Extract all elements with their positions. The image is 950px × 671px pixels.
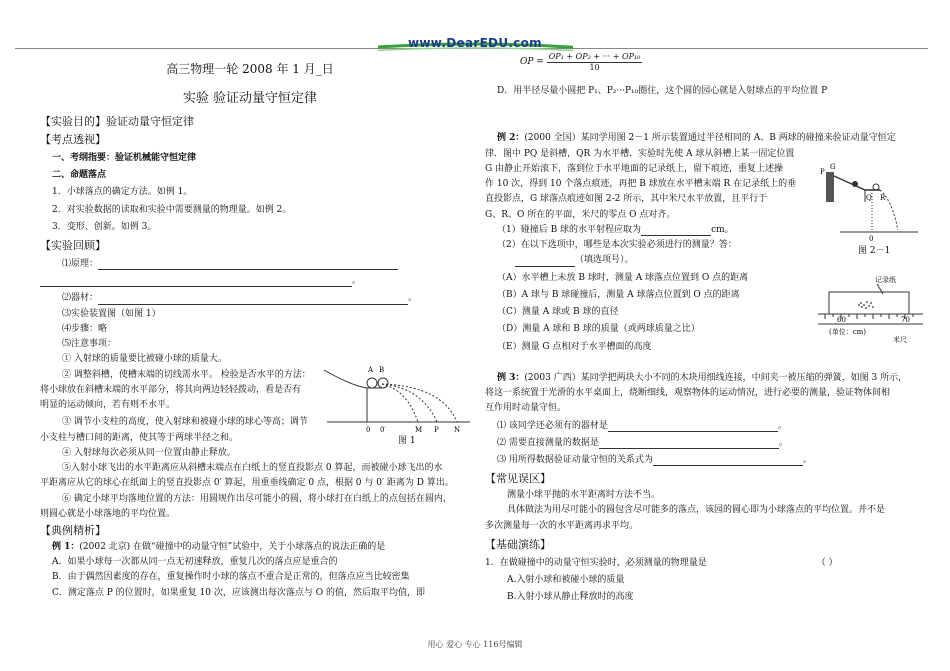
section-basic: 【基础演练】	[485, 537, 551, 551]
point-item: 2．对实验数据的读取和实验中需要测量的物理量。如例 2。	[52, 204, 292, 215]
note-line: 小支柱与槽口间的距离，使其等于两球半径之和。	[40, 432, 239, 443]
note-line: 明显的运动倾向，若有则不水平。	[40, 400, 176, 410]
review-principle	[40, 259, 460, 270]
answer-blank	[515, 266, 575, 267]
section-purpose	[40, 115, 460, 129]
option-line: B.入射小球从静止释放时的高度	[507, 592, 634, 602]
example-line: 将这一系统置于光滑的水平桌面上，烧断细线，观察物体的运动情况，进行必要的测量，验证物体间相	[485, 388, 891, 398]
example-line: G 由静止开始滚下，落到位于水平地面的记录纸上，留下痕迹，重复上述操	[485, 163, 784, 174]
answer-blank	[599, 448, 779, 449]
option-line: C．测定落点 P 的位置时，如果重复 10 次，应该测出每次落点与 O 的值，然后取平均值，即	[52, 587, 425, 598]
question-line: ⑵ 需要直接测量的数据是 。	[497, 437, 788, 448]
example-label: 例 3：	[497, 372, 525, 383]
fig21-label-g: G	[830, 163, 836, 171]
mistake-line: 测量小球平抛的水平距离时方法不当。	[507, 490, 661, 500]
figure-2-2	[815, 272, 925, 347]
review-equipment: ⑵器材： 。	[62, 293, 418, 304]
focus-item: 二、命题落点	[52, 170, 107, 180]
fig1-label-b: B	[379, 366, 385, 374]
answer-blank	[653, 465, 803, 466]
answer-blank	[641, 235, 711, 236]
document-title: 高三物理一轮 2008 年 1 月_日	[166, 62, 334, 76]
question-text: （填选项号）。	[575, 255, 634, 266]
fig22-tick-70: 70	[901, 316, 910, 324]
section-focus: 【考点透视】	[40, 133, 106, 146]
note-line: ⑥ 确定小球平均落地位置的方法：用圆规作出尽可能小的圆，将小球打在白纸上的点包括在圆内，	[62, 493, 452, 504]
example-line: 直投影点，G 球落点痕迹如图 2-2 所示，其中米尺水平放置，且平行于	[485, 194, 768, 205]
section-examples: 【典例精析】	[40, 524, 106, 537]
figure-2-1	[820, 160, 920, 260]
note-line: ② 调整斜槽，使槽末端的切线需水平。 检验是否水平的方法：	[62, 369, 311, 380]
option-line: （E）测量 G 点相对于水平槽面的高度	[497, 341, 652, 352]
example-label: 例 2：	[497, 133, 525, 144]
figure-1	[322, 362, 472, 452]
fig1-label-p: P	[434, 426, 439, 434]
review-item: ⑸注意事项：	[62, 339, 117, 349]
left-column	[40, 56, 460, 599]
question-text: 1．在做碰撞中的动量守恒实验时，必须测量的物理量是	[485, 557, 707, 568]
option-line: （C）测量 A 球或 B 球的直径	[497, 307, 619, 317]
example-line: 律．图中 PQ 是斜槽，QR 为水平槽．实验时先使 A 球从斜槽上某一固定位置	[485, 148, 795, 159]
note-line: 则圆心就是小球落地的平均位置。	[40, 508, 176, 519]
formula-denominator: 10	[589, 63, 600, 72]
purpose-text: 验证动量守恒定律	[106, 115, 194, 129]
question-text: ⑶ 用所得数据验证动量守恒的关系式为	[497, 455, 653, 465]
option-line: （D）测量 A 球和 B 球的质量（或两球质量之比）	[497, 324, 700, 335]
section-label: 【实验目的】	[40, 115, 106, 129]
note-line: 平距离应从它的球心在纸面上的竖直投影点 0′ 算起，用重垂线确定 0 点，根据 0 与 0′ 距离为 D 算出。	[40, 478, 454, 489]
question-line: （2）在以下选项中，哪些是本次实验必须进行的测量？答：	[497, 240, 737, 250]
option-line: B．由于偶然因素度的存在，重复操作时小球的落点不重合是正常的，但落点应当比较密集	[52, 572, 410, 583]
figure-2-2-diagram	[815, 272, 925, 347]
figure-1-diagram	[322, 362, 472, 442]
note-line: ③ 调节小支柱的高度，使入射球和被碰小球的球心等高；调节	[62, 417, 308, 428]
example-line: G、R、O 所在的平面，米尺的零点 O 点对齐。	[485, 209, 676, 220]
example-text: (2003 广西）某同学把两块大小不同的木块用细线连接，中间夹一被压缩的弹簧，如图 3 所示，	[524, 372, 908, 383]
review-item: ⑶实验装置图（如图 1）	[62, 308, 161, 319]
note-line: ① 入射球的质量要比被碰小球的质量大。	[62, 354, 227, 365]
mistake-line: 具体做法为用尽可能小的圆包含尽可能多的落点，该园的圆心即为小球落点的平均位置。并不是	[507, 505, 886, 516]
fig1-label-m: M	[415, 426, 423, 434]
fig1-label-o: 0	[366, 426, 371, 434]
point-item: 3．变形、创新。如例 3。	[52, 221, 157, 232]
answer-blank	[608, 431, 778, 432]
focus-item: 一、考纲指要：验证机械能守恒定律	[52, 152, 197, 163]
fig1-label-o2: 0′	[380, 426, 387, 434]
fig1-label-a: A	[368, 366, 374, 374]
question-text: （1）碰撞后 B 球的水平射程应取为	[497, 224, 642, 235]
figure-1-caption: 图 1	[398, 436, 416, 446]
fig22-label-ruler: 米尺	[893, 336, 907, 344]
question-unit: cm。	[711, 224, 734, 235]
note-line: ⑤入射小球飞出的水平距离应从斜槽末端点在白纸上的竖直投影点 0 算起，而被碰小球飞出的水	[62, 463, 443, 473]
figure-2-1-diagram	[820, 160, 920, 245]
page-footer: 用心 爱心 专心 116号编辑	[427, 640, 523, 649]
fig1-label-n: N	[454, 426, 461, 434]
fig22-label-paper: 记录纸	[875, 276, 896, 284]
option-line: D．用半径尽量小圆把 P₁、P₂···P₁₀圈住，这个圆的园心就是入射球点的平均位置 P	[497, 86, 828, 96]
example-line: 互作用时动量守恒。	[485, 403, 567, 414]
option-line: （B）A 球与 B 球碰撞后，测量 A 球落点位置到 O 点的距离	[497, 289, 740, 300]
logo-text: www.DearEDU.com	[408, 36, 542, 50]
formula-lhs: OP =	[520, 56, 544, 67]
section-review: 【实验回顾】	[40, 239, 106, 252]
document-subtitle: 实验 验证动量守恒定律	[182, 91, 318, 106]
review-label: ⑴原理：	[62, 258, 99, 269]
point-item: 1．小球落点的确定方法。如例 1。	[52, 187, 193, 198]
example-3	[485, 373, 915, 384]
example-line: 作 10 次，得到 10 个落点痕迹，再把 B 球放在水平槽末端 R 在记录纸上的垂	[485, 179, 797, 189]
example-label: 例 1：	[52, 541, 80, 552]
note-line: ④ 入射球每次必须从同一位置由静止释放。	[62, 447, 236, 458]
answer-paren: （ ）	[816, 557, 838, 568]
example-text: (2000 全国）某同学用图 2－1 所示装置通过半径相同的 A、B 两球的碰撞来验证动量守恒定	[524, 133, 896, 144]
review-label: ⑵器材：	[62, 293, 99, 304]
question-line: ⑶ 用所得数据验证动量守恒的关系式为 。	[497, 455, 812, 465]
question-line: ⑴ 该同学还必须有的器材是 。	[497, 420, 787, 431]
option-line: A.入射小球和被碰小球的质量	[507, 574, 625, 585]
figure-2-1-caption: 图 2－1	[858, 246, 891, 256]
review-item: ⑷步骤：略	[62, 323, 108, 334]
blank-line	[98, 269, 398, 270]
option-line: A．如果小球每一次都从同一点无初速释放，重复几次的落点应是重合的	[52, 557, 338, 567]
fig21-label-p: P	[820, 168, 825, 176]
section-mistakes: 【常见误区】	[485, 472, 551, 486]
fig21-label-o: 0	[869, 235, 874, 243]
review-principle-cont: 。	[40, 276, 460, 287]
question-line	[485, 558, 915, 569]
example-text: (2002 北京) 在做“碰撞中的动量守恒”试验中，关于小球落点的说法正确的是	[79, 541, 386, 552]
blank-line	[40, 286, 352, 287]
example-1	[40, 542, 460, 553]
formula-fraction	[547, 52, 643, 73]
formula-numerator: OP₁ + OP₂ + ··· + OP₁₀	[548, 52, 641, 61]
fig21-label-q: Q	[866, 194, 872, 202]
note-line: 将小球放在斜槽末端的水平部分，将其向两边轻轻拨动，看是否有	[40, 384, 302, 395]
option-line: （A）水平槽上未放 B 球时，测量 A 球落点位置到 O 点的距离	[497, 272, 749, 283]
fig22-tick-60: 60	[837, 316, 846, 324]
fig21-label-r: R	[880, 194, 886, 202]
question-text: ⑵ 需要直接测量的数据是	[497, 437, 599, 448]
question-text: ⑴ 该同学还必须有的器材是	[497, 420, 608, 431]
blank-line	[98, 304, 408, 305]
formula	[485, 52, 915, 82]
example-2	[485, 133, 915, 144]
fig22-label-unit: (单位：cm)	[829, 328, 867, 336]
mistake-line: 多次测量每一次的水平距离再求平均。	[485, 520, 639, 531]
